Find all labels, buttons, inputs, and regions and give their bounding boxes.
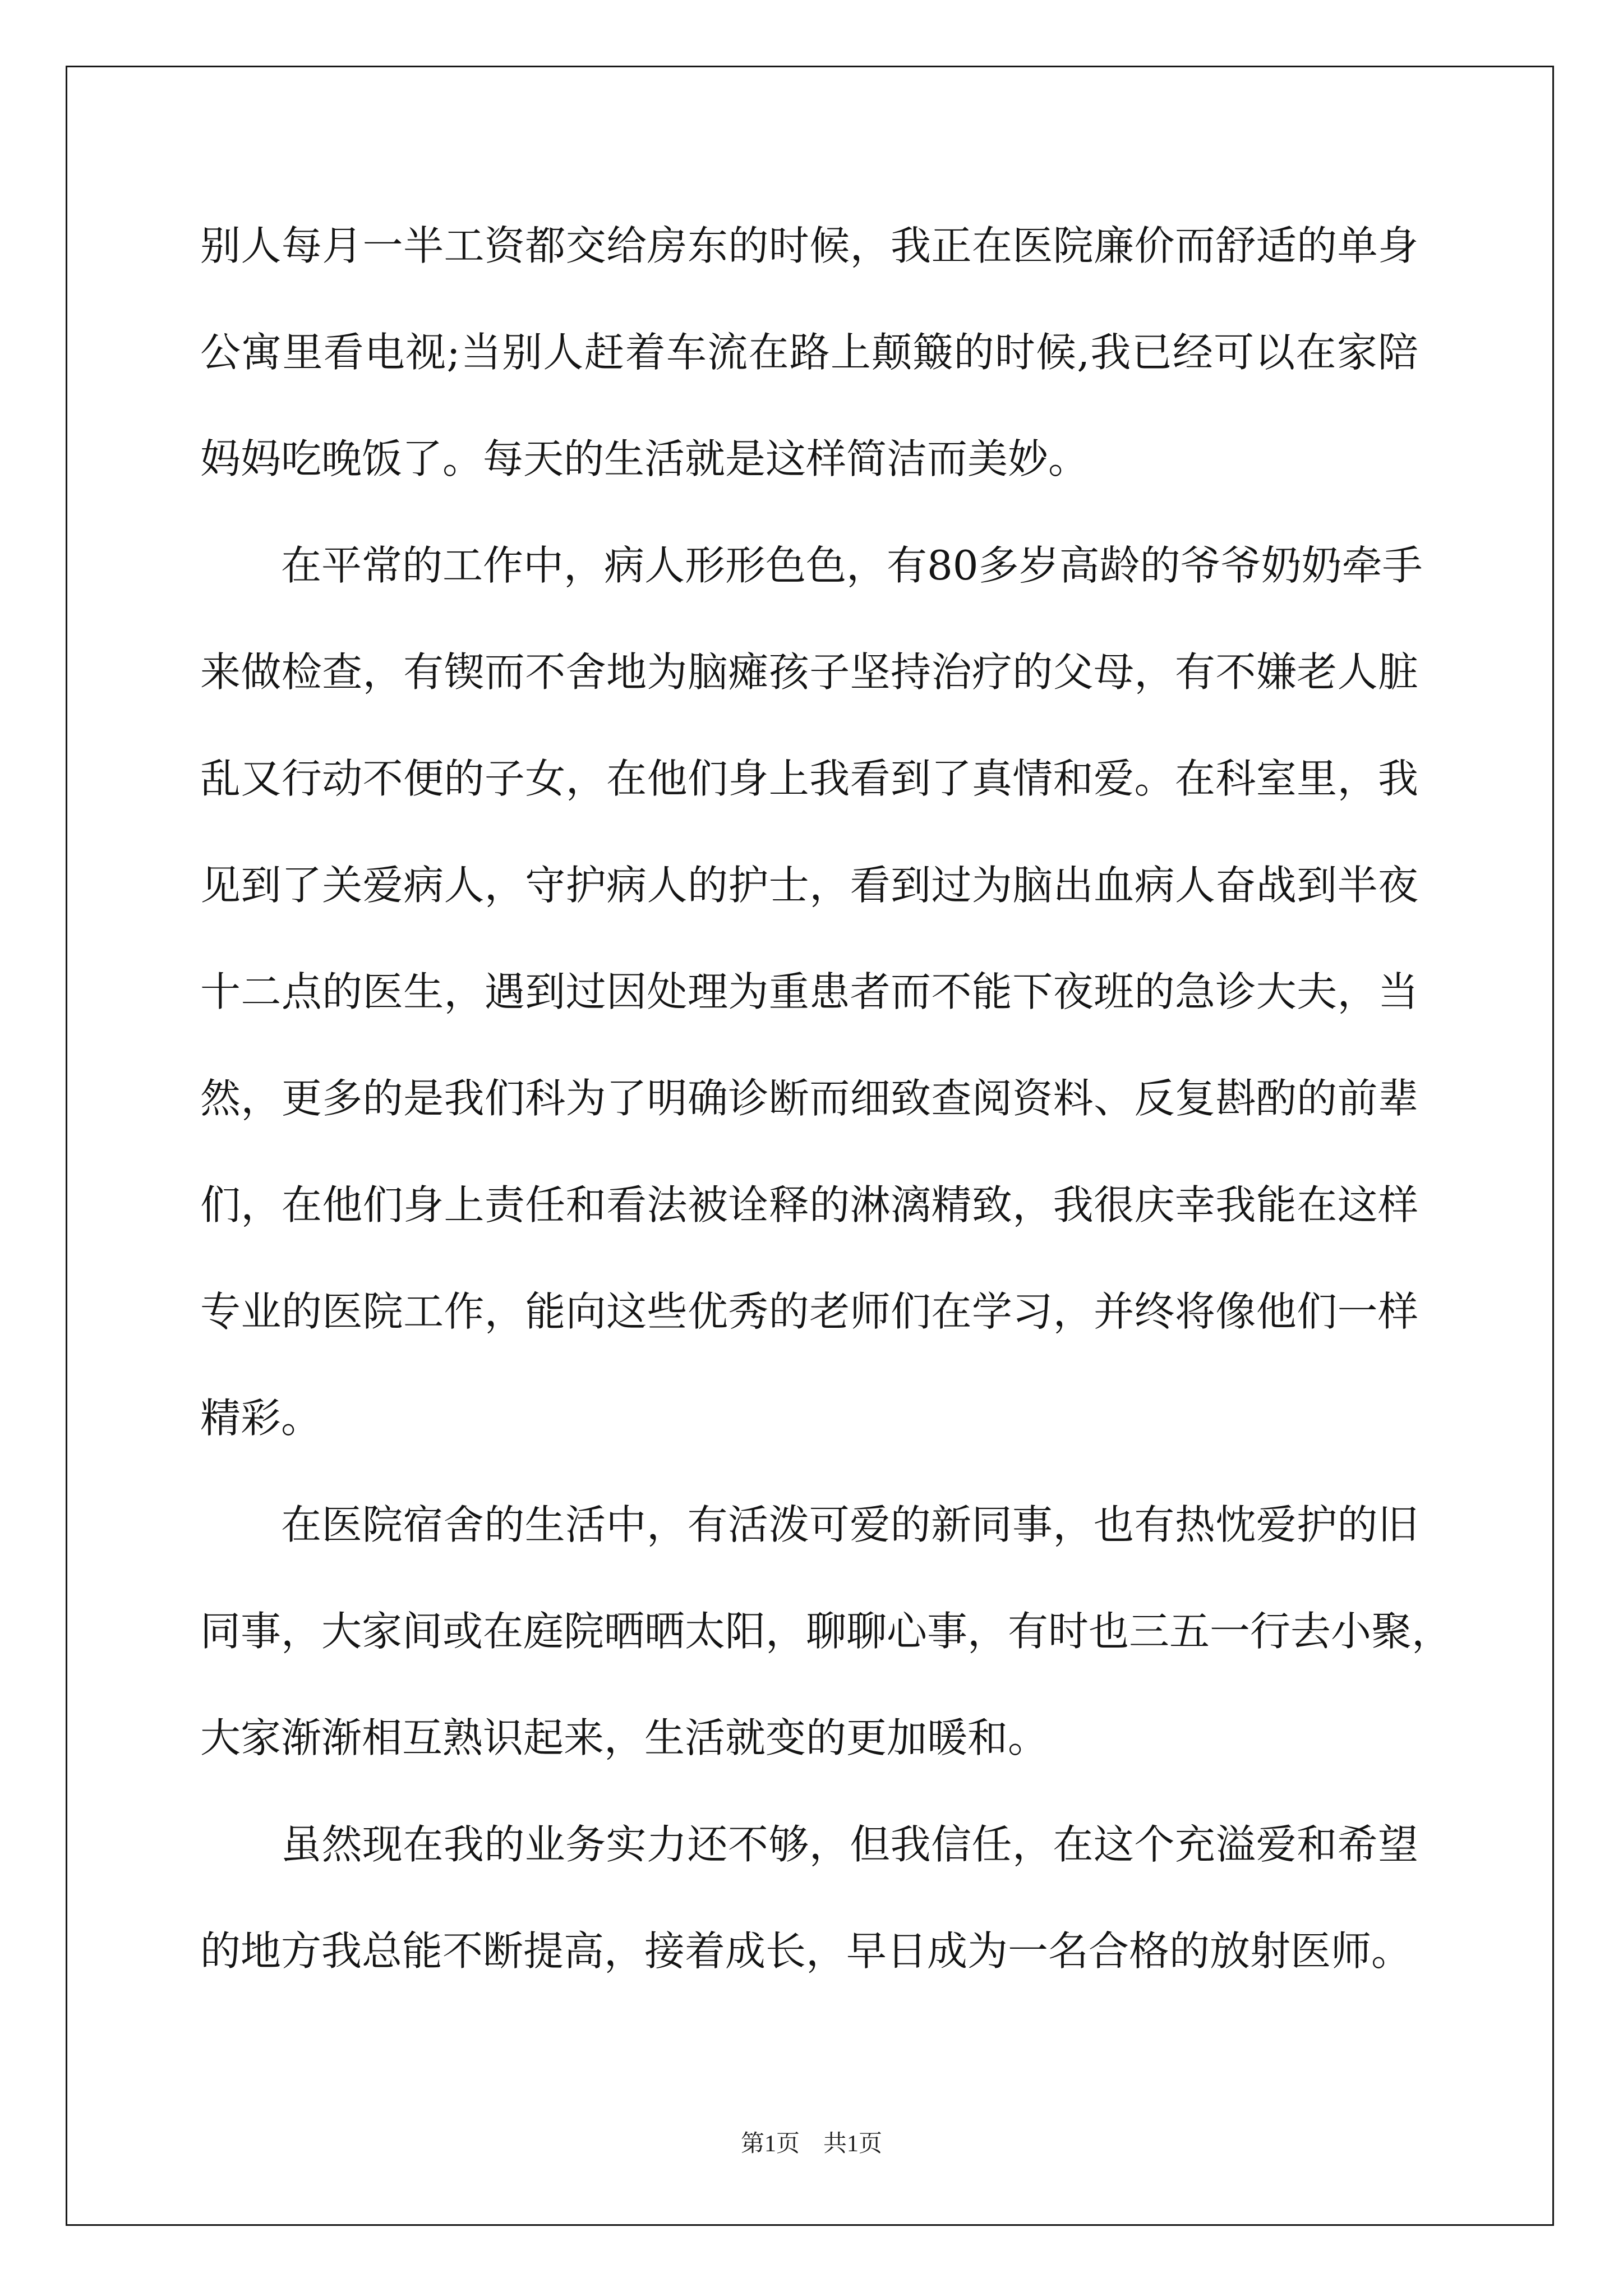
text-line: 大家渐渐相互熟识起来，生活就变的更加暖和。	[200, 1714, 1049, 1761]
body-text	[200, 192, 1453, 2004]
paragraph-3	[200, 1471, 1453, 1791]
text-line: 在平常的工作中，病人形形色色，有80多岁高龄的爷爷奶奶牵手	[281, 542, 1423, 589]
text-line: 在医院宿舍的生活中，有活泼可爱的新同事，也有热忱爱护的旧	[281, 1501, 1418, 1548]
text-line: 来做检查，有锲而不舍地为脑瘫孩子坚持治疗的父母，有不嫌老人脏	[200, 648, 1418, 696]
text-line: 们，在他们身上责任和看法被诠释的淋漓精致，我很庆幸我能在这样	[200, 1181, 1418, 1228]
text-line: 同事，大家间或在庭院晒晒太阳，聊聊心事，有时也三五一行去小聚，	[200, 1608, 1453, 1655]
text-line: 专业的医院工作，能向这些优秀的老师们在学习，并终将像他们一样	[200, 1288, 1418, 1335]
page-number-footer: 第1页 共1页	[740, 2131, 882, 2157]
paragraph-2	[200, 512, 1423, 1471]
text-line: 妈妈吃晚饭了。每天的生活就是这样简洁而美妙。	[200, 435, 1089, 482]
text-line: 精彩。	[200, 1395, 322, 1442]
text-line: 的地方我总能不断提高，接着成长，早日成为一名合格的放射医师。	[200, 1927, 1412, 1975]
text-line: 虽然现在我的业务实力还不够，但我信任，在这个充溢爱和希望	[281, 1821, 1418, 1868]
paragraph-1	[200, 192, 1418, 512]
text-line: 十二点的医生，遇到过因处理为重患者而不能下夜班的急诊大夫，当	[200, 968, 1418, 1015]
text-line: 见到了关爱病人，守护病人的护士，看到过为脑出血病人奋战到半夜	[200, 862, 1418, 909]
text-line: 公寓里看电视;当别人赶着车流在路上颠簸的时候,我已经可以在家陪	[200, 329, 1418, 376]
text-line: 乱又行动不便的子女，在他们身上我看到了真情和爱。在科室里，我	[200, 755, 1418, 802]
paragraph-4	[200, 1791, 1418, 2004]
text-line: 别人每月一半工资都交给房东的时候，我正在医院廉价而舒适的单身	[200, 222, 1418, 269]
text-line: 然，更多的是我们科为了明确诊断而细致查阅资料、反复斟酌的前辈	[200, 1075, 1418, 1122]
